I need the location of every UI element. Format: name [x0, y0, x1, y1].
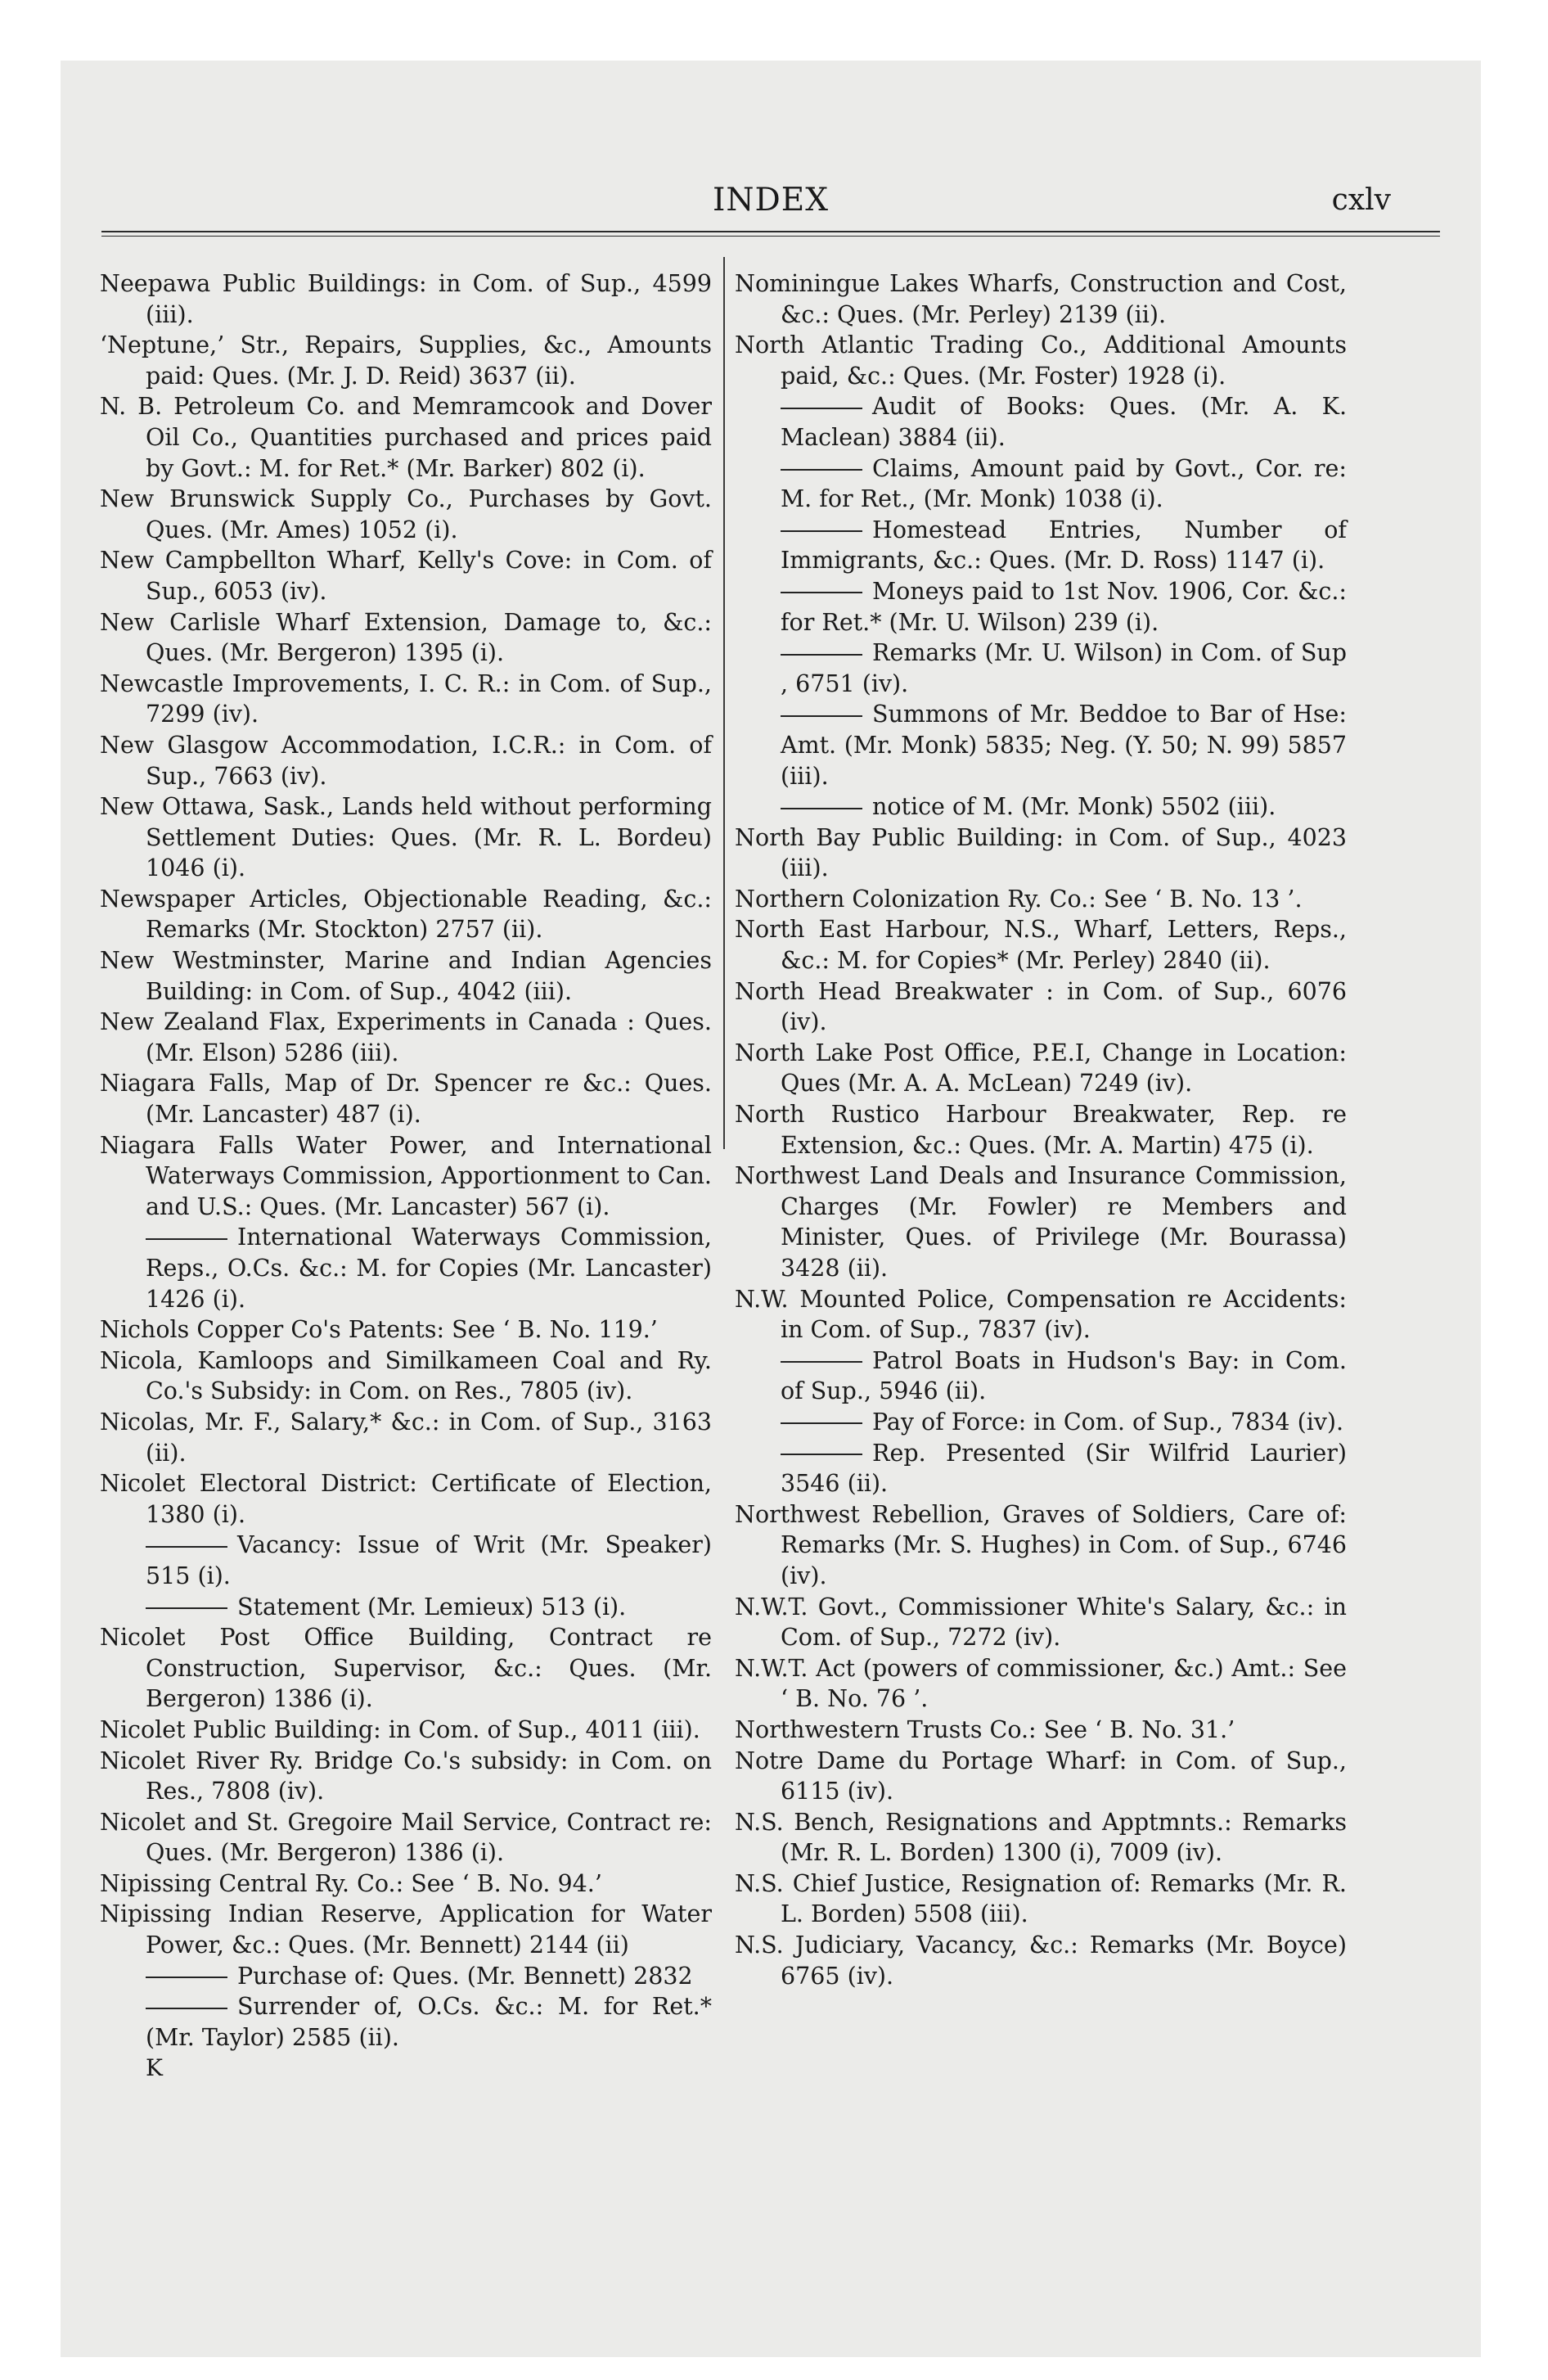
index-entry: [100, 1868, 712, 1900]
entry-text: Nicolet and St. Gregoire Mail Service, Contract re: Ques. (Mr. Bergeron) 1386 (i).: [100, 1808, 712, 1867]
index-entry: [100, 1314, 712, 1346]
index-subentry: [735, 791, 1347, 823]
index-entry: [100, 330, 712, 391]
index-entry: [735, 1161, 1347, 1283]
index-subentry: [735, 576, 1347, 638]
page-header: [61, 61, 1481, 257]
index-entry: [100, 945, 712, 1007]
index-subentry: [735, 515, 1347, 576]
entry-text: ‘Neptune,’ Str., Repairs, Supplies, &c., Amounts paid: Ques. (Mr. J. D. Reid) 3637 (ii).: [100, 331, 712, 390]
index-entry: [100, 1807, 712, 1868]
index-entry: [735, 976, 1347, 1038]
index-subentry: [100, 1222, 712, 1314]
entry-text: Nicolas, Mr. F., Salary,* &c.: in Com. of Sup., 3163 (ii).: [100, 1408, 712, 1467]
entry-text: Newspaper Articles, Objectionable Reading, &c.: Remarks (Mr. Stockton) 2757 (ii).: [100, 885, 712, 944]
entry-text: New Ottawa, Sask., Lands held without performing Settlement Duties: Ques. (Mr. R. L. Bordeu) 1046 (i).: [100, 793, 712, 882]
entry-text: Nipissing Central Ry. Co.: See ‘ B. No. 94.’: [100, 1869, 602, 1897]
entry-text: New Brunswick Supply Co., Purchases by Govt. Ques. (Mr. Ames) 1052 (i).: [100, 485, 712, 543]
index-entry: [100, 884, 712, 945]
index-subentry: [735, 1407, 1347, 1438]
entry-text: N.W. Mounted Police, Compensation re Accidents: in Com. of Sup., 7837 (iv).: [735, 1285, 1347, 1344]
index-entry: [100, 391, 712, 484]
entry-text: Audit of Books: Ques. (Mr. A. K. Maclean) 3884 (ii).: [781, 393, 1347, 451]
entry-text: Northwest Land Deals and Insurance Commission, Charges (Mr. Fowler) re Members and Minister, Ques. of Privilege (Mr. Bourassa) 3428 (ii).: [735, 1162, 1347, 1282]
entry-text: Niagara Falls Water Power, and International Waterways Commission, Apportionment to Can. and U.S.: Ques. (Mr. Lancaster) 567 (i).: [100, 1131, 712, 1220]
entry-text: Niagara Falls, Map of Dr. Spencer re &c.: Ques. (Mr. Lancaster) 487 (i).: [100, 1070, 712, 1129]
entry-text: Nipissing Indian Reserve, Application for Water Power, &c.: Ques. (Mr. Bennett) 2144 (ii): [100, 1900, 712, 1959]
ditto-dash: [146, 2008, 227, 2009]
index-entry: [735, 1715, 1347, 1746]
entry-text: Northern Colonization Ry. Co.: See ‘ B. No. 13 ’.: [735, 885, 1303, 913]
index-entry: [735, 330, 1347, 391]
entry-text: N.S. Bench, Resignations and Apptmnts.: Remarks (Mr. R. L. Borden) 1300 (i), 7009 (iv).: [735, 1808, 1347, 1867]
index-entry: [100, 1715, 712, 1746]
ditto-dash: [146, 1238, 227, 1240]
index-entry: [100, 1346, 712, 1407]
ditto-dash: [781, 715, 862, 717]
entry-text: Homestead Entries, Number of Immigrants, &c.: Ques. (Mr. D. Ross) 1147 (i).: [781, 516, 1347, 575]
index-subentry: [735, 391, 1347, 453]
index-entry: [100, 791, 712, 884]
entry-text: Summons of Mr. Beddoe to Bar of Hse: Amt. (Mr. Monk) 5835; Neg. (Y. 50; N. 99) 5857 (iii).: [781, 701, 1347, 790]
index-subentry: [735, 699, 1347, 791]
header-rule: [101, 231, 1440, 232]
ditto-dash: [781, 408, 862, 409]
entry-text: Nicolet River Ry. Bridge Co.'s subsidy: in Com. on Res., 7808 (iv).: [100, 1747, 712, 1805]
entry-text: North Rustico Harbour Breakwater, Rep. re Extension, &c.: Ques. (Mr. A. Martin) 475 (i).: [735, 1101, 1347, 1159]
entry-text: Purchase of: Ques. (Mr. Bennett) 2832: [237, 1962, 693, 1990]
entry-text: Nicola, Kamloops and Similkameen Coal and Ry. Co.'s Subsidy: in Com. on Res., 7805 (iv).: [100, 1346, 712, 1405]
entry-text: New Zealand Flax, Experiments in Canada : Ques. (Mr. Elson) 5286 (iii).: [100, 1008, 712, 1066]
entry-text: North Atlantic Trading Co., Additional Amounts paid, &c.: Ques. (Mr. Foster) 1928 (i).: [735, 331, 1347, 390]
index-entry: [735, 914, 1347, 976]
entry-text: Nichols Copper Co's Patents: See ‘ B. No. 119.’: [100, 1316, 658, 1344]
entry-text: notice of M. (Mr. Monk) 5502 (iii).: [872, 793, 1276, 821]
index-column-right: [735, 268, 1347, 1991]
index-entry: [100, 1746, 712, 1807]
ditto-dash: [781, 1454, 862, 1455]
index-entry: [100, 1899, 712, 1960]
index-subentry: [735, 638, 1347, 699]
index-entry: [100, 669, 712, 730]
index-entry: [735, 1653, 1347, 1715]
entry-text: Pay of Force: in Com. of Sup., 7834 (iv).: [872, 1408, 1344, 1436]
index-entry: [100, 730, 712, 791]
entry-text: Statement (Mr. Lemieux) 513 (i).: [237, 1593, 627, 1620]
index-subentry: [100, 1961, 712, 1992]
ditto-dash: [781, 469, 862, 471]
entry-text: Newcastle Improvements, I. C. R.: in Com. of Sup., 7299 (iv).: [100, 669, 712, 728]
index-entry: [100, 545, 712, 606]
index-entry: [735, 268, 1347, 330]
index-entry: [735, 1807, 1347, 1868]
entry-text: Neepawa Public Buildings: in Com. of Sup., 4599 (iii).: [100, 270, 712, 328]
entry-text: Nicolet Electoral District: Certificate of Election, 1380 (i).: [100, 1470, 712, 1528]
index-entry: [735, 1284, 1347, 1346]
entry-text: North Lake Post Office, P.E.I, Change in Location: Ques (Mr. A. A. McLean) 7249 (iv).: [735, 1039, 1347, 1098]
index-subentry: [735, 1346, 1347, 1407]
scanned-page: [61, 61, 1481, 2357]
entry-text: North Bay Public Building: in Com. of Sup., 4023 (iii).: [735, 823, 1347, 882]
ditto-dash: [781, 1361, 862, 1363]
ditto-dash: [781, 808, 862, 809]
index-entry: [100, 1007, 712, 1068]
entry-text: North Head Breakwater : in Com. of Sup., 6076 (iv).: [735, 977, 1347, 1036]
index-subentry: [100, 1530, 712, 1591]
entry-text: Remarks (Mr. U. Wilson) in Com. of Sup , 6751 (iv).: [781, 639, 1347, 697]
index-entry: [100, 484, 712, 545]
index-column-left: [100, 268, 712, 2084]
header-rule-thin: [101, 236, 1440, 237]
index-entry: [735, 1868, 1347, 1930]
index-entry: [100, 607, 712, 669]
index-entry: [100, 1068, 712, 1129]
page-title: INDEX: [712, 182, 830, 219]
entry-text: Northwestern Trusts Co.: See ‘ B. No. 31.’: [735, 1715, 1235, 1743]
entry-text: Vacancy: Issue of Writ (Mr. Speaker) 515 (i).: [146, 1531, 712, 1589]
index-entry: [735, 1099, 1347, 1161]
entry-text: N. B. Petroleum Co. and Memramcook and Dover Oil Co., Quantities purchased and prices paid by Govt.: M. for Ret.* (Mr. Barker) 802 (i).: [100, 393, 712, 482]
entry-text: Notre Dame du Portage Wharf: in Com. of Sup., 6115 (iv).: [735, 1747, 1347, 1805]
index-entry: [735, 1930, 1347, 1991]
entry-text: Nicolet Public Building: in Com. of Sup., 4011 (iii).: [100, 1715, 700, 1743]
ditto-dash: [781, 530, 862, 532]
index-entry: [735, 1746, 1347, 1807]
index-entry: [100, 268, 712, 330]
ditto-dash: [146, 1607, 227, 1609]
index-entry: [735, 823, 1347, 884]
entry-text: N.W.T. Govt., Commissioner White's Salary, &c.: in Com. of Sup., 7272 (iv).: [735, 1593, 1347, 1652]
entry-text: Claims, Amount paid by Govt., Cor. re: M. for Ret., (Mr. Monk) 1038 (i).: [781, 454, 1347, 513]
entry-text: Nicolet Post Office Building, Contract re Construction, Supervisor, &c.: Ques. (Mr. Bergeron) 1386 (i).: [100, 1624, 712, 1713]
index-subentry: [735, 1438, 1347, 1499]
page-number: cxlv: [1331, 183, 1391, 217]
entry-text: N.S. Judiciary, Vacancy, &c.: Remarks (Mr. Boyce) 6765 (iv).: [735, 1931, 1347, 1990]
entry-text: N.W.T. Act (powers of commissioner, &c.) Amt.: See ‘ B. No. 76 ’.: [735, 1654, 1347, 1713]
index-entry: [100, 1130, 712, 1223]
entry-text: New Campbellton Wharf, Kelly's Cove: in Com. of Sup., 6053 (iv).: [100, 547, 712, 605]
entry-text: Patrol Boats in Hudson's Bay: in Com. of Sup., 5946 (ii).: [781, 1346, 1347, 1405]
entry-text: North East Harbour, N.S., Wharf, Letters, Reps., &c.: M. for Copies* (Mr. Perley) 2840 (ii).: [735, 916, 1347, 975]
signature-mark: K: [146, 2054, 163, 2082]
entry-text: New Westminster, Marine and Indian Agencies Building: in Com. of Sup., 4042 (iii).: [100, 947, 712, 1005]
entry-text: N.S. Chief Justice, Resignation of: Remarks (Mr. R. L. Borden) 5508 (iii).: [735, 1869, 1347, 1928]
index-entry: [100, 1622, 712, 1715]
index-entry: [735, 884, 1347, 915]
entry-text: International Waterways Commission, Reps., O.Cs. &c.: M. for Copies (Mr. Lancaster) 1426 (i).: [146, 1224, 712, 1313]
entry-text: New Glasgow Accommodation, I.C.R.: in Com. of Sup., 7663 (iv).: [100, 731, 712, 790]
index-entry: [100, 1468, 712, 1530]
index-entry: [735, 1499, 1347, 1592]
ditto-dash: [781, 1422, 862, 1424]
index-entry: [735, 1038, 1347, 1099]
index-subentry: [100, 1592, 712, 1623]
index-subentry: [100, 1991, 712, 2053]
ditto-dash: [146, 1977, 227, 1978]
entry-text: Northwest Rebellion, Graves of Soldiers, Care of: Remarks (Mr. S. Hughes) in Com. of Sup., 6746 (iv).: [735, 1500, 1347, 1589]
ditto-dash: [781, 654, 862, 656]
entry-text: Moneys paid to 1st Nov. 1906, Cor. &c.: for Ret.* (Mr. U. Wilson) 239 (i).: [781, 577, 1347, 636]
entry-text: New Carlisle Wharf Extension, Damage to, &c.: Ques. (Mr. Bergeron) 1395 (i).: [100, 608, 712, 667]
entry-text: Rep. Presented (Sir Wilfrid Laurier) 3546 (ii).: [781, 1439, 1347, 1498]
entry-text: Surrender of, O.Cs. &c.: M. for Ret.* (Mr. Taylor) 2585 (ii).: [146, 1993, 712, 2051]
entry-text: Nominingue Lakes Wharfs, Construction and Cost, &c.: Ques. (Mr. Perley) 2139 (ii).: [735, 270, 1347, 328]
index-subentry: [735, 453, 1347, 515]
column-divider: [723, 257, 725, 1149]
index-entry: [100, 1407, 712, 1468]
ditto-dash: [146, 1546, 227, 1548]
ditto-dash: [781, 592, 862, 593]
index-entry: [735, 1592, 1347, 1653]
